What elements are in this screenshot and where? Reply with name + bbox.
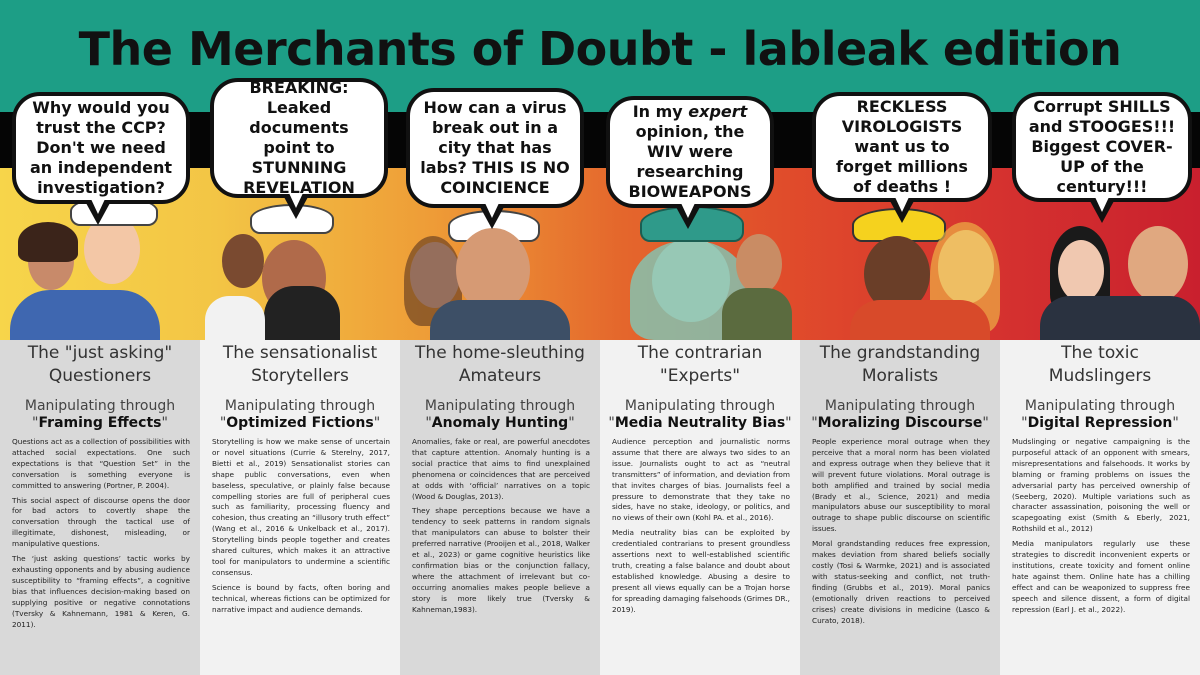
speech-bubble-tail	[890, 201, 914, 223]
speech-bubble-questioners: Why would you trust the CCP? Don't we need an independent investigation?	[12, 92, 190, 204]
column-body: Audience perception and journalistic norms assume that there are always two sides to an issue. Journalists ought to act as “neutral transmitters” of information, and deviation from that invites charges of bias. Journalists feel a pressure to demonstrate that they take no sides, have no stake, ideology, or politics, and no views of their own (Kohl PA. et al., 2016). Media neutrality bias can be exploited by credentialed contrarians to present groundless assertions next to well-established scientific truth, creating a false balance and doubt about established knowledge. Abusing a desire to present all views equally can be a Trojan horse for spreading damaging falsehoods (Grimes DR., 2019).	[612, 437, 790, 614]
column-title: The grandstanding Moralists	[819, 343, 981, 386]
column-moralists	[800, 340, 1000, 675]
column-title: The home-sleuthing Amateurs	[415, 343, 585, 386]
speech-bubble-mudslingers: Corrupt SHILLS and STOOGES!!! Biggest COVER-UP of the century!!!	[1012, 92, 1192, 202]
column-subtitle: Manipulating through "Media Neutrality Bias"	[608, 398, 792, 431]
speech-bubble-experts: In my expert opinion, the WIV were researching BIOWEAPONS	[606, 96, 774, 208]
column-subtitle: Manipulating through "Anomaly Hunting"	[424, 398, 576, 431]
column-body: Storytelling is how we make sense of uncertain or novel situations (Currie & Sterelny, 2017, Bietti et al., 2019) Sensationalist stories can shape public conversations, even when baseless, speculative, or plainly false because compelling stories are full of peripheral cues such as familiarity, processing fluency and cohesion, thus creating an “illusory truth effect” (Wang et al., 2016 & Unkelback et al., 2017). Storytelling binds people together and creates shared cultures, which makes it an attractive tool for manipulators to undermine a scientific consensus. Science is bound by facts, often boring and technical, whereas fictions can be optimized for narrative impact and audience demands.	[212, 437, 390, 614]
column-subtitle: Manipulating through "Digital Repression"	[1021, 398, 1179, 431]
column-mudslingers	[1000, 340, 1200, 675]
column-storytellers	[200, 340, 400, 675]
column-subtitle: Manipulating through "Framing Effects"	[24, 398, 176, 431]
speech-bubble-moralists: RECKLESS VIROLOGISTS want us to forget millions of deaths !	[812, 92, 992, 202]
column-experts	[600, 340, 800, 675]
speech-bubble-storytellers: BREAKING: Leaked documents point to STUNNING REVELATION	[210, 78, 388, 198]
column-body: Anomalies, fake or real, are powerful anecdotes that capture attention. Anomaly hunting is a social practice that aims to find unexplained phenomena or coincidences that are perceived at odds with ‘official’ narratives on a topic (Wood & Douglas, 2013). They shape perceptions because we have a tendency to seek patterns in random signals that manipulators can abuse to bolster their preferred narrative (Prooijen et al., 2018, Walker et al., 2023) or game cognitive heuristics like confirmation bias or the conjunction fallacy, where the attachment of irrelevant but co-occurring anomalies makes people believe a story is more likely true (Tversky & Kahneman,1983).	[412, 437, 590, 614]
column-subtitle: Manipulating through "Optimized Fictions"	[219, 398, 381, 431]
speech-bubble-amateurs: How can a virus break out in a city that has labs? THIS IS NO COINCIENCE	[406, 88, 584, 208]
column-subtitle: Manipulating through "Moralizing Discourse"	[811, 398, 989, 431]
speech-bubble-tail	[86, 203, 110, 225]
column-amateurs	[400, 340, 600, 675]
column-title: The "just asking" Questioners	[27, 343, 173, 386]
speech-bubble-tail	[1090, 201, 1114, 223]
column-body: People experience moral outrage when they perceive that a moral norm has been violated and express outrage when they believe that it will prevent future violations. Moral outrage is both amplified and trained by social media (Brady et al., Science, 2021) and media manipulators abuse our susceptibility to moral outrage to shape public discourse on scientific issues. Moral grandstanding reduces free expression, makes deviation from shared beliefs socially costly (Tosi & Warmke, 2021) and is associated with status-seeking and conflict, not truth-finding (Grubbs et al., 2019). Moral panics (emotionally driven reactions to perceived crises) create divisions in medicine (Lasco & Curato, 2018).	[812, 437, 990, 625]
column-body: Questions act as a collection of possibilities with attached social expectations. One such expectations is that “Question Set” in the conversation is something everyone is committed to answering (Portner, P. 2004). This social aspect of discourse opens the door for bad actors to covertly shape the conversation through the tactical use of illegitimate, dishonest, misleading, or manipulative questions. The ‘just asking questions’ tactic works by exhausting opponents and by abusing audience susceptibility to “framing effects”, a cognitive bias that influences decision-making based on supplying positive or negative connotations (Tversky & Kahnemann, 1981 & Keren, G. 2011).	[12, 437, 190, 629]
speech-bubble-tail	[284, 197, 308, 219]
column-title: The sensationalist Storytellers	[222, 343, 378, 386]
speech-bubble-tail	[676, 207, 700, 229]
column-questioners	[0, 340, 200, 675]
column-body: Mudslinging or negative campaigning is the purposeful attack of an opponent with smears, misrepresentations and falsehoods. It works by blaming or framing problems on issues the adversarial party has perceived ownership of (Seeberg, 2020). Multiple variations such as character assassination, poisoning the well or scapegoating exist (Smith & Eberly, 2021, Rothshild et al., 2012) Media manipulators regularly use these strategies to discredit inconvenient experts or institutions, create toxicity and foment online hate against them. Online hate has a chilling effect and can be weaponized to suppress free speech and silence dissent, a form of digital repression (Earl J. et al., 2022).	[1012, 437, 1190, 614]
column-title: The contrarian "Experts"	[637, 343, 763, 386]
speech-bubble-tail	[480, 207, 504, 229]
column-title: The toxic Mudslingers	[1048, 343, 1152, 386]
page-title: The Merchants of Doubt - lableak edition	[78, 22, 1122, 76]
